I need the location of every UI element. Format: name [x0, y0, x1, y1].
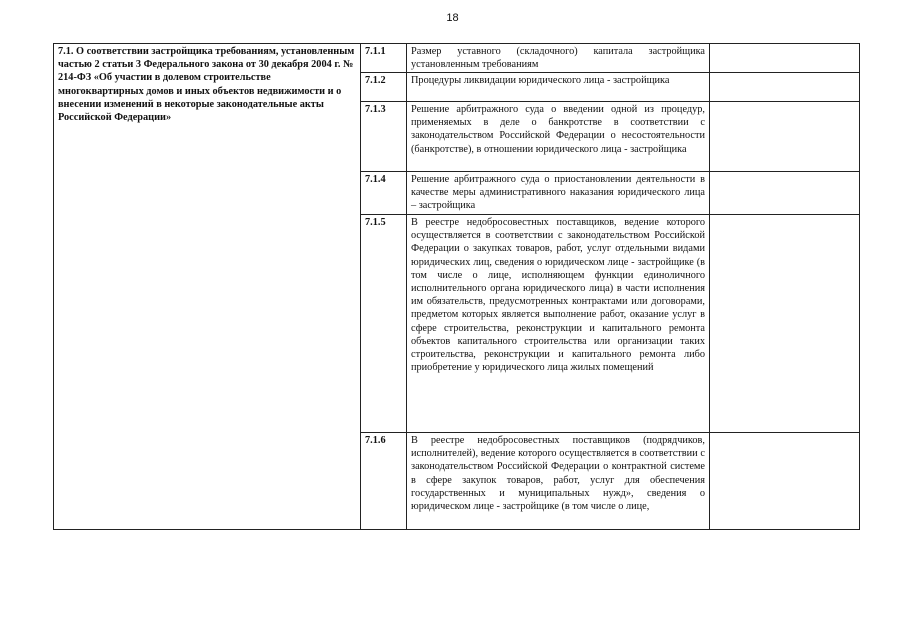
value-cell [710, 215, 860, 433]
requirements-table [53, 43, 860, 530]
row-number: 7.1.1 [361, 44, 407, 73]
row-text: Размер уставного (складочного) капитала застройщика установленным требованиям [407, 44, 710, 73]
row-text: В реестре недобросовестных поставщиков, ведение которого осуществляется в соответствии с законодательством Российской Федерации о закупках товаров, работ, услуг отдельными видами юридических лиц, сведения о юридическом лице - застройщике (в том числе о лице, исполняющем функции единоличного исполнительного органа юридического лица) в части исполнения им обязательств, предусмотренных контрактами или договорами, предметом которых является выполнение работ, оказание услуг в сфере строительства, реконструкции и капитального ремонта объектов капитального строительства или организации таких строительства, реконструкции и капитального ремонта либо приобретение у юридического лица жилых помещений [407, 215, 710, 433]
row-text: В реестре недобросовестных поставщиков (подрядчиков, исполнителей), ведение которого осуществляется в соответствии с законодательством Российской Федерации о контрактной системе в сфере закупок товаров, работ, услуг для обеспечения государственных и муниципальных нужд», сведения о юридическом лице - застройщике (в том числе о лице, [407, 433, 710, 530]
table-row [54, 44, 860, 73]
row-text: Решение арбитражного суда о введении одной из процедур, применяемых в деле о банкротстве в соответствии с законодательством Российской Федерации о несостоятельности (банкротстве), в отношении юридического лица - застройщика [407, 102, 710, 172]
row-number: 7.1.4 [361, 172, 407, 215]
value-cell [710, 172, 860, 215]
row-number: 7.1.5 [361, 215, 407, 433]
row-number: 7.1.3 [361, 102, 407, 172]
row-text: Решение арбитражного суда о приостановлении деятельности в качестве меры административного наказания юридического лица – застройщика [407, 172, 710, 215]
value-cell [710, 44, 860, 73]
page-number: 18 [446, 12, 459, 24]
row-number: 7.1.6 [361, 433, 407, 530]
value-cell [710, 102, 860, 172]
row-number: 7.1.2 [361, 73, 407, 102]
section-title: 7.1. О соответствии застройщика требованиям, установленным частью 2 статьи 3 Федерального закона от 30 декабря 2004 г. № 214-ФЗ «Об участии в долевом строительстве многоквартирных домов и иных объектов недвижимости и о внесении изменений в некоторые законодательные акты Российской Федерации» [54, 44, 361, 530]
value-cell [710, 433, 860, 530]
value-cell [710, 73, 860, 102]
row-text: Процедуры ликвидации юридического лица - застройщика [407, 73, 710, 102]
